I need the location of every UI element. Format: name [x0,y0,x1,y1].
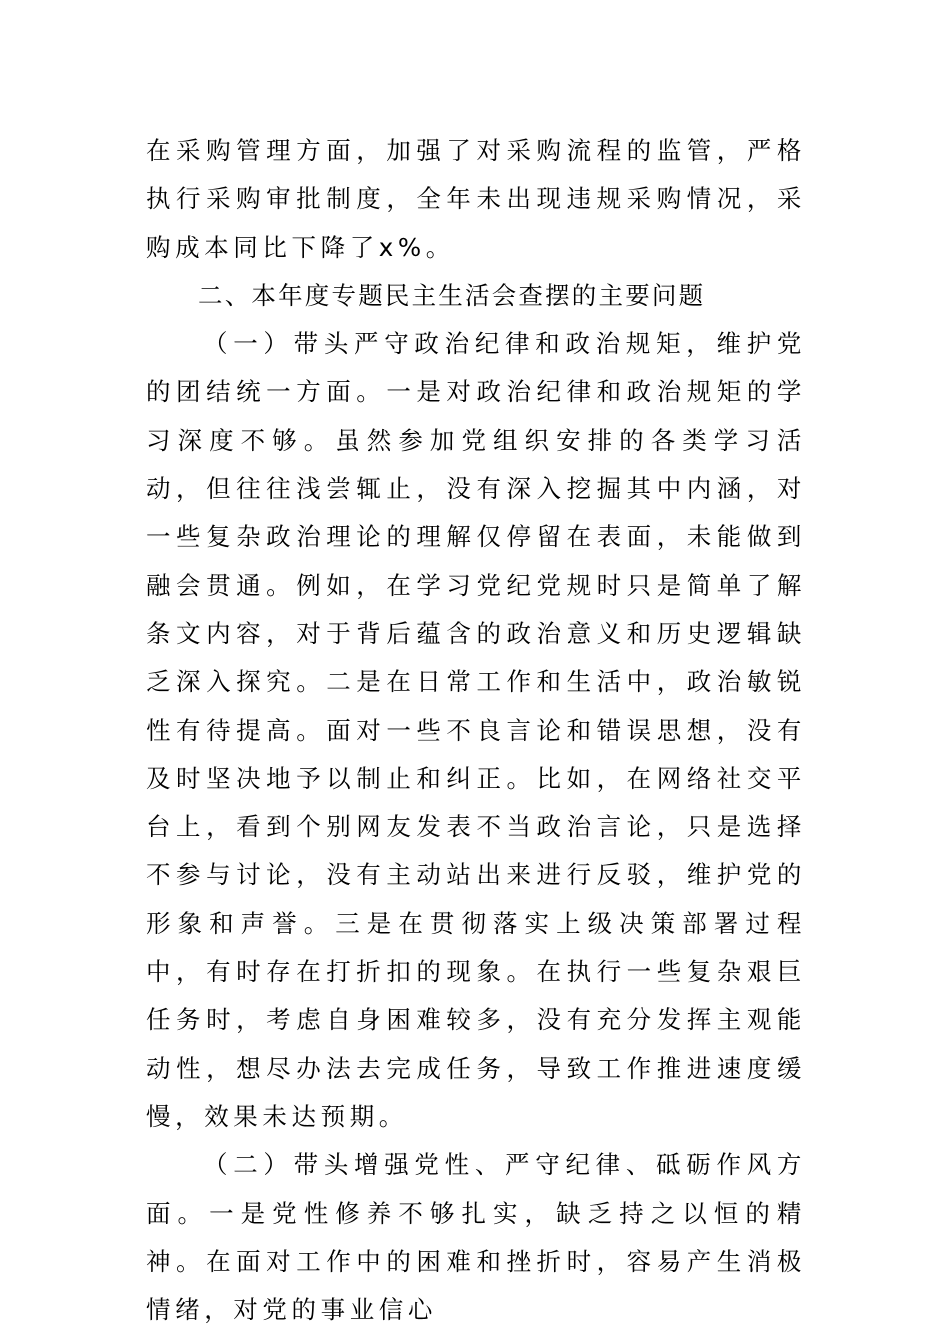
paragraph-party-spirit: （二）带头增强党性、严守纪律、砥砺作风方面。一是党性修养不够扎实，缺乏持之以恒的精神。在面对工作中的困难和挫折时，容易产生消极情绪，对党的事业信心 [146,1150,806,1325]
section-heading-main-problems: 二、本年度专题民主生活会查摆的主要问题 [198,280,706,310]
paragraph-procurement: 在采购管理方面，加强了对采购流程的监管，严格执行采购审批制度，全年未出现违规采购情况，采购成本同比下降了x%。 [146,136,806,262]
paragraph-political-discipline: （一）带头严守政治纪律和政治规矩，维护党的团结统一方面。一是对政治纪律和政治规矩的学习深度不够。虽然参加党组织安排的各类学习活动，但往往浅尝辄止，没有深入挖掘其中内涵，对一些复杂政治理论的理解仅停留在表面，未能做到融会贯通。例如，在学习党纪党规时只是简单了解条文内容，对于背后蕴含的政治意义和历史逻辑缺乏深入探究。二是在日常工作和生活中，政治敏锐性有待提高。面对一些不良言论和错误思想，没有及时坚决地予以制止和纠正。比如，在网络社交平台上，看到个别网友发表不当政治言论，只是选择不参与讨论，没有主动站出来进行反驳，维护党的形象和声誉。三是在贯彻落实上级决策部署过程中，有时存在打折扣的现象。在执行一些复杂艰巨任务时，考虑自身困难较多，没有充分发挥主观能动性，想尽办法去完成任务，导致工作推进速度缓慢，效果未达预期。 [146,329,806,1131]
document-body [146,127,806,1334]
